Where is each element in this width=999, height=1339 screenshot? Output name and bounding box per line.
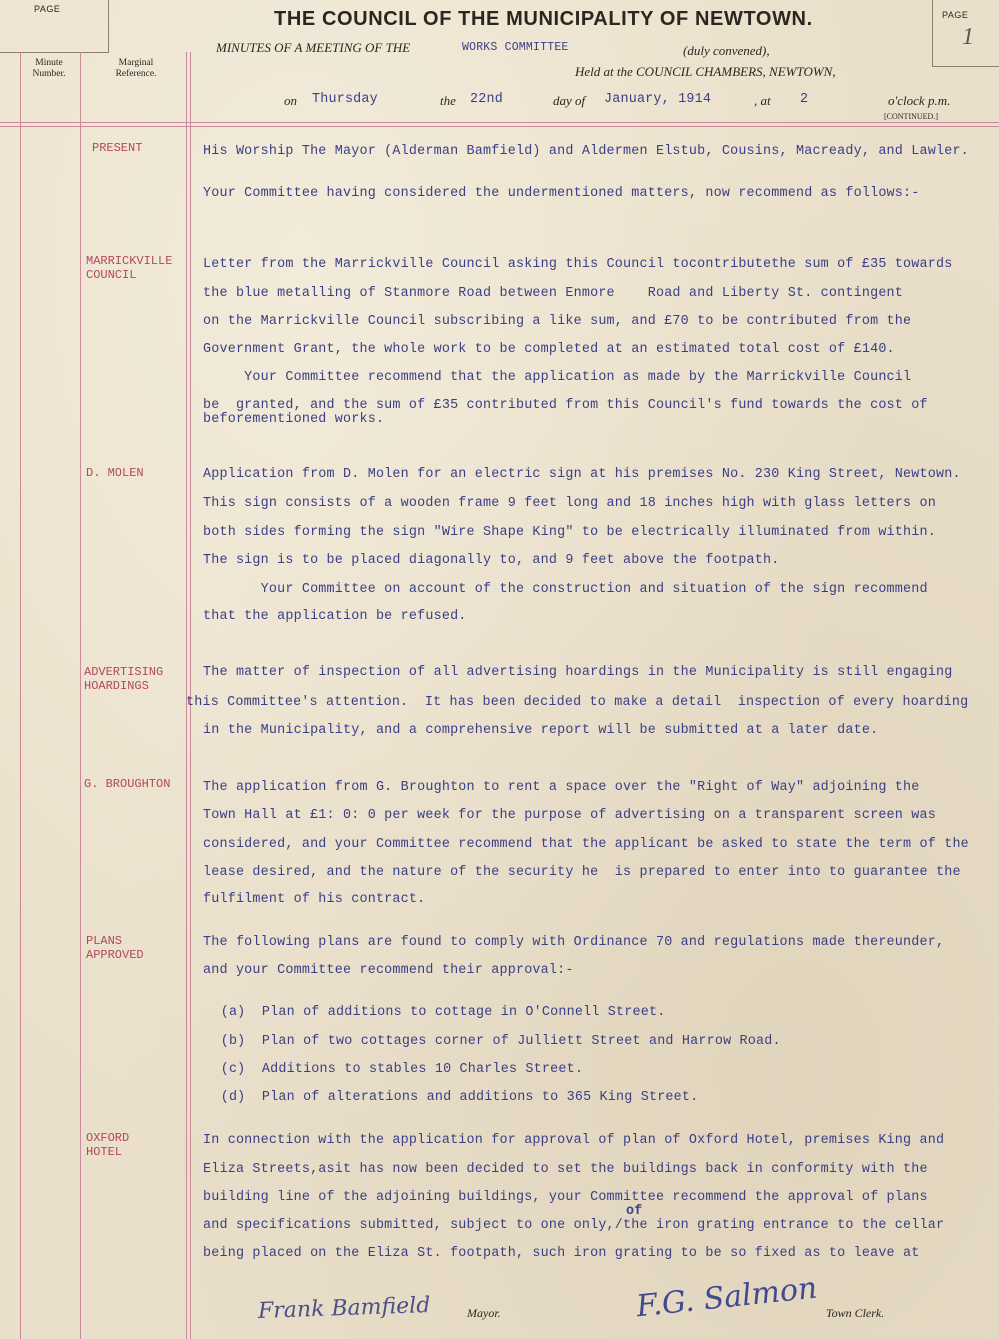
the-label: the [440, 93, 456, 108]
marrickville-line-7: beforementioned works. [203, 412, 385, 427]
on-label: on [284, 93, 297, 108]
page-number: 1 [962, 24, 974, 50]
ref-oxford-hotel: OXFORD HOTEL [86, 1131, 130, 1159]
oxford-line-2: Eliza Streets,asit has now been decided to set the buildings back in conformity with the [203, 1162, 928, 1177]
present-line-1: His Worship The Mayor (Alderman Bamfield) and Aldermen Elstub, Cousins, Macready, and Lawler. [203, 144, 969, 159]
plans-item-a: (a) Plan of additions to cottage in O'Connell Street. [196, 1005, 666, 1020]
header-rule-top [0, 122, 999, 123]
ref-present: PRESENT [92, 141, 143, 155]
ref-plans-approved: PLANS APPROVED [86, 934, 144, 962]
marginal-reference-text: Marginal Reference. [115, 58, 157, 79]
marrickville-line-3: on the Marrickville Council subscribing a like sum, and £70 to be contributed from the [203, 314, 912, 329]
meeting-day: Thursday [312, 92, 378, 107]
mayor-label: Mayor. [467, 1306, 501, 1320]
molen-line-5: Your Committee on account of the construction and situation of the sign recommend [203, 582, 928, 597]
ref-advertising-hoardings: ADVERTISING HOARDINGS [84, 665, 164, 693]
molen-line-4: The sign is to be placed diagonally to, and 9 feet above the footpath. [203, 553, 780, 568]
molen-line-3: both sides forming the sign "Wire Shape King" to be electrically illuminated from within. [203, 525, 936, 540]
at-label: , at [754, 93, 771, 108]
page-label-right: PAGE [942, 10, 969, 20]
marrickville-line-5: Your Committee recommend that the application as made by the Marrickville Council [203, 370, 912, 385]
molen-line-6: that the application be refused. [203, 609, 467, 624]
oxford-line-3: building line of the adjoining buildings, your Committee recommend the approval of plans [203, 1190, 928, 1205]
oxford-line-1: In connection with the application for approval of plan of Oxford Hotel, premises King and [203, 1133, 945, 1148]
minutes-prefix: MINUTES OF A MEETING OF THE [216, 40, 411, 55]
present-line-2: Your Committee having considered the undermentioned matters, now recommend as follows:- [203, 186, 920, 201]
header-rule-bottom [0, 126, 999, 127]
ref-g-broughton: G. BROUGHTON [84, 777, 171, 791]
marrickville-line-6: be granted, and the sum of £35 contributed from this Council's fund towards the cost of [203, 398, 928, 413]
hoardings-line-2: this Committee's attention. It has been decided to make a detail inspection of every hoarding [186, 695, 969, 710]
town-clerk-label: Town Clerk. [826, 1306, 885, 1320]
molen-line-2: This sign consists of a wooden frame 9 feet long and 18 inches high with glass letters on [203, 496, 936, 511]
marginal-reference-label [104, 58, 168, 80]
broughton-line-5: fulfilment of his contract. [203, 892, 426, 907]
oxford-insertion: of [626, 1204, 643, 1219]
minute-number-text: Minute Number. [32, 58, 66, 79]
margin-line-1 [20, 52, 21, 1339]
meeting-month-year: January, 1914 [604, 92, 712, 107]
committee-name: WORKS COMMITTEE [462, 41, 569, 54]
broughton-line-3: considered, and your Committee recommend that the applicant be asked to state the term of the [203, 837, 969, 852]
molen-line-1: Application from D. Molen for an electric sign at his premises No. 230 King Street, Newtown. [203, 467, 961, 482]
continued-label: [CONTINUED.] [884, 112, 938, 121]
ref-d-molen: D. MOLEN [86, 466, 144, 480]
margin-line-2 [80, 52, 81, 1339]
broughton-line-4: lease desired, and the nature of the security he is prepared to enter into to guarantee the [203, 865, 961, 880]
oxford-line-4: and specifications submitted, subject to one only,/the iron grating entrance to the cellar [203, 1218, 945, 1233]
hoardings-line-3: in the Municipality, and a comprehensive report will be submitted at a later date. [203, 723, 879, 738]
oxford-line-5: being placed on the Eliza St. footpath, such iron grating to be so fixed as to leave at [203, 1246, 920, 1261]
ref-marrickville: MARRICKVILLE COUNCIL [86, 254, 173, 282]
minute-number-label [24, 58, 74, 80]
plans-line-2: and your Committee recommend their approval:- [203, 963, 574, 978]
hoardings-line-1: The matter of inspection of all advertising hoardings in the Municipality is still engaging [203, 665, 953, 680]
plans-item-c: (c) Additions to stables 10 Charles Street. [196, 1062, 584, 1077]
document-title: THE COUNCIL OF THE MUNICIPALITY OF NEWTOWN. [274, 8, 813, 30]
held-at: Held at the COUNCIL CHAMBERS, NEWTOWN, [575, 64, 836, 79]
oclock-label: o'clock p.m. [888, 93, 951, 108]
marrickville-line-2: the blue metalling of Stanmore Road between Enmore Road and Liberty St. contingent [203, 286, 904, 301]
plans-item-b: (b) Plan of two cottages corner of Julliett Street and Harrow Road. [196, 1034, 781, 1049]
broughton-line-2: Town Hall at £1: 0: 0 per week for the purpose of advertising on a transparent screen was [203, 808, 936, 823]
day-of-label: day of [553, 93, 586, 108]
plans-line-1: The following plans are found to comply with Ordinance 70 and regulations made thereunder, [203, 935, 945, 950]
marrickville-line-1: Letter from the Marrickville Council asking this Council tocontributethe sum of £35 towards [203, 257, 953, 272]
broughton-line-1: The application from G. Broughton to rent a space over the "Right of Way" adjoining the [203, 780, 920, 795]
town-clerk-signature: F.G. Salmon [634, 1270, 819, 1325]
meeting-date: 22nd [470, 92, 503, 107]
meeting-time: 2 [800, 92, 809, 107]
mayor-signature: Frank Bamfield [257, 1293, 431, 1324]
page-label-left: PAGE [34, 4, 61, 14]
marrickville-line-4: Government Grant, the whole work to be completed at an estimated total cost of £140. [203, 342, 895, 357]
plans-item-d: (d) Plan of alterations and additions to 365 King Street. [196, 1090, 699, 1105]
duly-convened: (duly convened), [683, 43, 770, 58]
